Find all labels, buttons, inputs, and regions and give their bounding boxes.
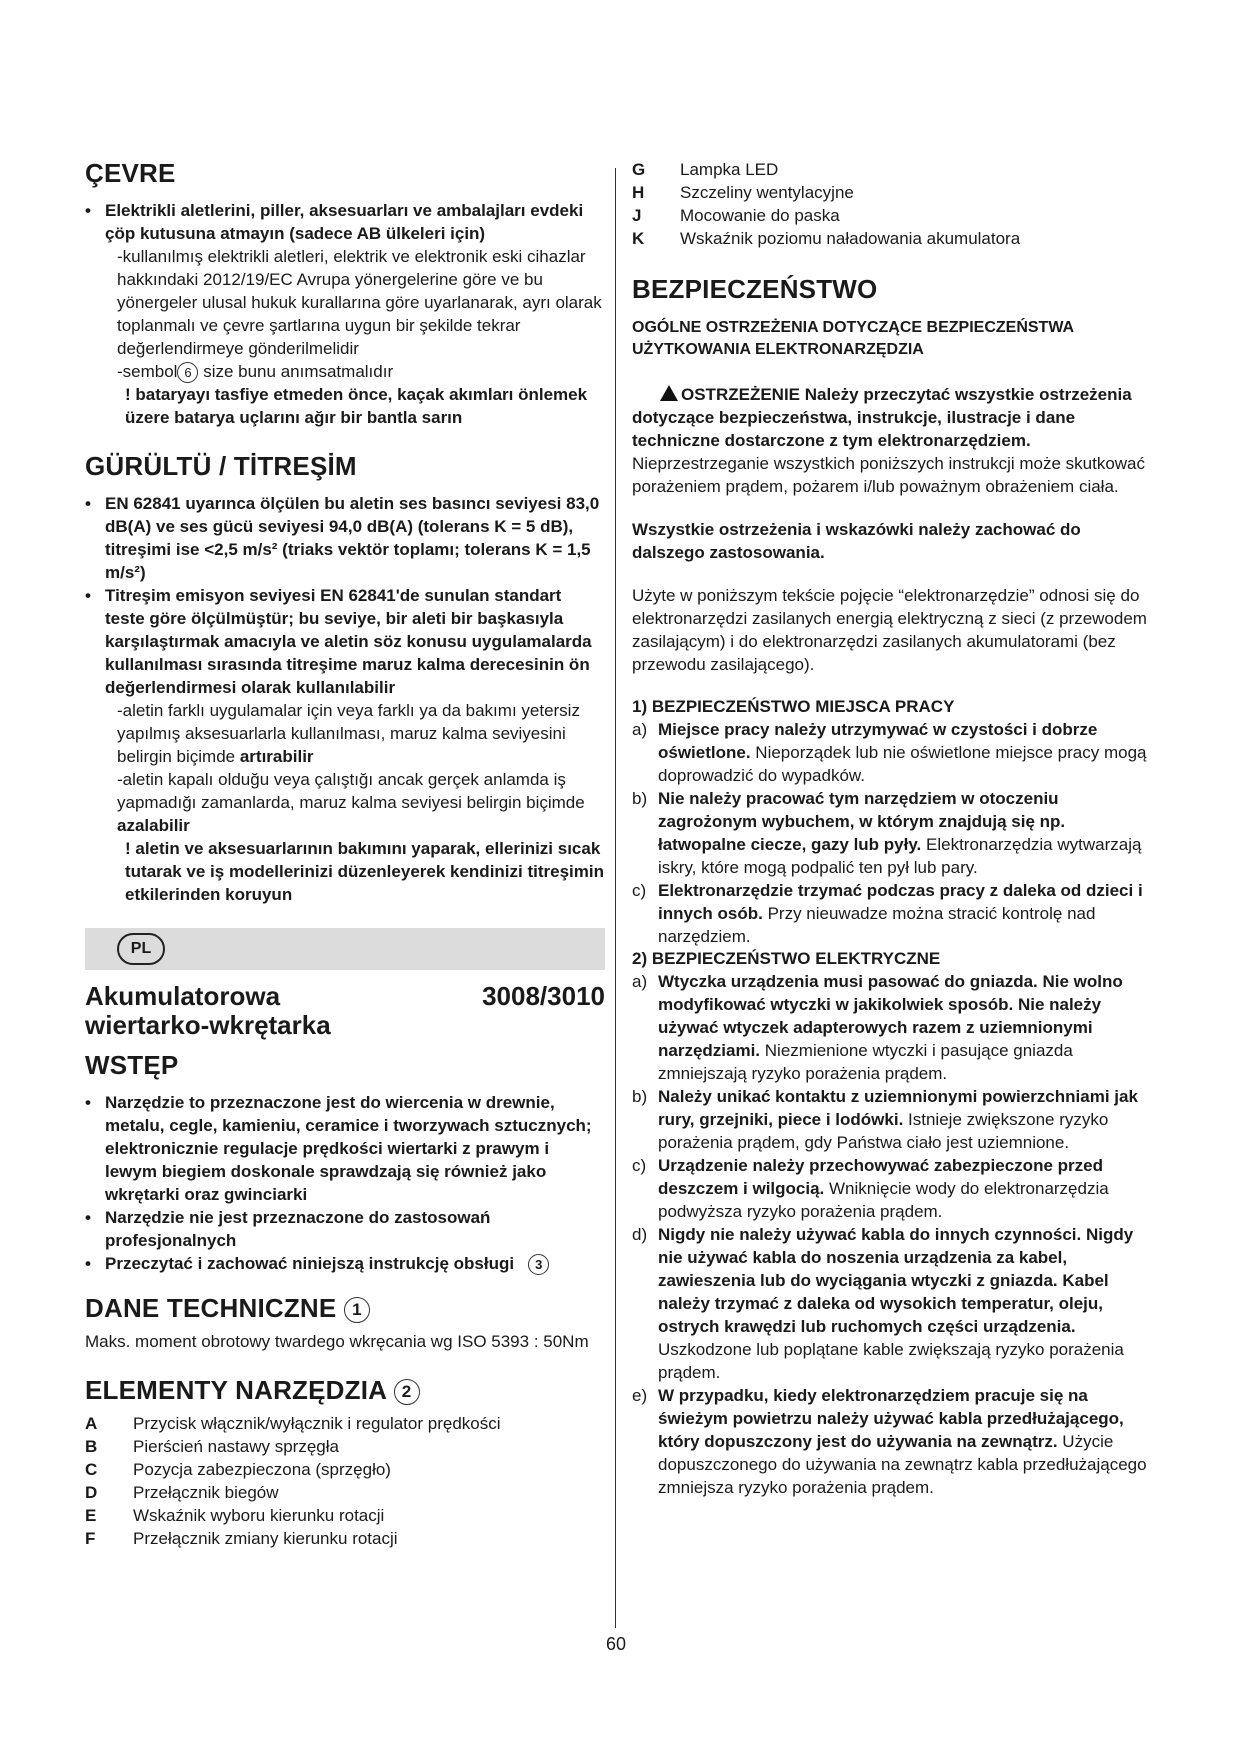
noise-heading: GÜRÜLTÜ / TİTREŞİM <box>85 451 357 482</box>
language-badge: PL <box>117 933 165 965</box>
item-text <box>658 718 1152 787</box>
dane-heading <box>85 1293 605 1324</box>
item-bold: Wtyczka urządzenia musi pasować do gniazda. Nie wolno modyfikować wtyczki w jakikolwiek sposób. Nie należy używać wtyczek adapterowych razem z uziemnionymi narzędziami. <box>658 972 1123 1060</box>
list-item <box>632 879 1152 948</box>
item-bold: Nigdy nie należy używać kabla do innych czynności. Nigdy nie używać kabla do noszenia urządzenia za kabel, zawieszenia lub do wyciągania wtyczki z gniazda. Kabel należy trzymać z daleka od wysokich temperatur, oleju, ostrych krawędzi lub ruchomych części urządzenia. <box>658 1225 1134 1336</box>
list-item <box>632 787 1152 879</box>
item-value: Pierścień nastawy sprzęgła <box>133 1437 339 1457</box>
wstep-list <box>85 1091 605 1275</box>
product-model: 3008/3010 <box>482 981 605 1012</box>
item-rest: Nieporządek lub nie oświetlone miejsce pracy mogą doprowadzić do wypadków. <box>658 743 1147 785</box>
wstep-b3-text: Przeczytać i zachować niniejszą instrukcję obsługi <box>105 1254 515 1274</box>
circled-number-icon: 2 <box>394 1379 420 1405</box>
list-item <box>632 227 1152 250</box>
list-item <box>632 1154 1152 1223</box>
cevre-note: ! bataryayı tasfiye etmeden önce, kaçak akımları önlemek üzere batarya uçlarını ağır bir bantla sarın <box>125 385 588 428</box>
list-item <box>85 1252 605 1275</box>
left-column <box>85 158 605 1550</box>
elementy-list-left <box>85 1412 605 1550</box>
noise-sub1 <box>85 699 605 768</box>
item-key: G <box>632 160 646 179</box>
item-marker: e) <box>632 1386 648 1405</box>
item-key: K <box>632 229 645 248</box>
item-key: B <box>85 1437 98 1457</box>
item-key: F <box>85 1529 96 1549</box>
item-key: A <box>85 1414 98 1434</box>
item-value: Przełącznik biegów <box>133 1483 279 1503</box>
elementy-heading <box>85 1375 605 1406</box>
column-divider <box>615 168 616 1628</box>
list-item <box>632 158 1152 181</box>
list-item <box>85 1527 605 1550</box>
cevre-sub1: -kullanılmış elektrikli aletleri, elektrik ve elektronik eski cihazlar hakkındaki 2012/19/EC Avrupa yönergelerine göre ve bu yönergeler ulusal hukuk kurallarına göre uyarlanarak, ayrı olarak toplanmalı ve çevre şartlarına uygun bir şekilde tekrar değerlendirmeye gönderilmelidir <box>117 247 602 358</box>
item-marker: b) <box>632 1087 648 1106</box>
item-key: E <box>85 1506 97 1526</box>
item-value: Wskaźnik wyboru kierunku rotacji <box>133 1506 385 1526</box>
list-item <box>632 181 1152 204</box>
noise-sub2-bold: azalabilir <box>117 816 190 836</box>
warning-bold: OSTRZEŻENIE Należy przeczytać wszystkie ostrzeżenia dotyczące bezpieczeństwa, instrukcje, ilustracje i dane techniczne dostarczone z tym elektronarzędziem. <box>632 385 1132 450</box>
item-rest: Użycie dopuszczonego do używania na zewnątrz kabla przedłużającego zmniejsza ryzyko porażenia prądem. <box>658 1432 1147 1497</box>
item-text <box>658 787 1152 879</box>
elementy-heading-text: ELEMENTY NARZĘDZIA <box>85 1375 387 1406</box>
cevre-heading: ÇEVRE <box>85 158 176 188</box>
item-key: H <box>632 183 645 202</box>
item-value: Przycisk włącznik/wyłącznik i regulator prędkości <box>133 1414 501 1434</box>
item-bold: Urządzenie należy przechowywać zabezpieczone przed deszczem i wilgocią. <box>658 1156 1103 1198</box>
item-marker: d) <box>632 1225 648 1244</box>
list-item <box>85 1504 605 1527</box>
dane-text: Maks. moment obrotowy twardego wkręcania wg ISO 5393 : 50Nm <box>85 1332 589 1352</box>
item-text <box>658 879 1152 948</box>
item-key: C <box>85 1460 98 1480</box>
item-key: J <box>632 206 642 225</box>
list-item <box>632 1384 1152 1499</box>
list-item <box>85 1412 605 1435</box>
wstep-heading: WSTĘP <box>85 1050 179 1081</box>
list-item <box>632 970 1152 1085</box>
list-item: • Titreşim emisyon seviyesi EN 62841'de sunulan standart teste göre ölçülmüştür; bu seviye, bir aleti bir başkasıyla karşılaştırmak amacıyla ve aletin söz konusu uygulamalarda kullanılması sırasında titreşime maruz kalma derecesinin ön değerlendirmesi olarak kullanılabilir <box>85 584 605 699</box>
noise-sub2 <box>85 768 605 837</box>
item-value: Przełącznik zmiany kierunku rotacji <box>133 1529 398 1549</box>
noise-sub2-text: -aletin kapalı olduğu veya çalıştığı ancak gerçek anlamda iş yapmadığı zamanlarda, maruz kalma seviyesi belirgin biçimde <box>117 770 585 813</box>
item-value: Wskaźnik poziomu naładowania akumulatora <box>680 229 1021 248</box>
cevre-sub2 <box>85 360 605 383</box>
item-rest: Uszkodzone lub poplątane kable zwiększają ryzyko porażenia prądem. <box>658 1340 1124 1382</box>
list-item <box>632 1223 1152 1384</box>
item-key: D <box>85 1483 98 1503</box>
product-title <box>85 982 605 1040</box>
cevre-bullet-bold: Elektrikli aletlerini, piller, aksesuarları ve ambalajları evdeki çöp kutusuna atmayın <box>105 201 584 243</box>
item-value: Szczeliny wentylacyjne <box>680 183 854 202</box>
item-value: Mocowanie do paska <box>680 206 840 225</box>
cevre-list <box>85 199 605 245</box>
item-value: Pozycja zabezpieczona (sprzęgło) <box>133 1460 391 1480</box>
section1-heading: 1) BEZPIECZEŃSTWO MIEJSCA PRACY <box>632 697 955 716</box>
term-paragraph: Użyte w poniższym tekście pojęcie “elektronarzędzie” odnosi się do elektronarzędzi zasilanych energią elektryczną z sieci (z przewodem zasilającym) i do elektronarzędzi zasilanych akumulatorami (bez przewodu zasilającego). <box>632 586 1147 674</box>
noise-sub1-bold: artırabilir <box>239 747 314 767</box>
list-item <box>632 1085 1152 1154</box>
item-bold: W przypadku, kiedy elektronarzędziem pracuje się na świeżym powietrzu należy używać kabla przedłużającego, który dopuszczony jest do używania na zewnątrz. <box>658 1386 1124 1451</box>
list-item <box>632 204 1152 227</box>
list-item: • EN 62841 uyarınca ölçülen bu aletin ses basıncı seviyesi 83,0 dB(A) ve ses gücü seviyesi 94,0 dB(A) (tolerans K = 5 dB), titreşimi ise <2,5 m/s² (triaks vektör toplamı; tolerans K = 1,5 m/s²) <box>85 492 605 584</box>
item-text <box>658 1223 1152 1384</box>
list-item <box>632 718 1152 787</box>
noise-list <box>85 492 605 699</box>
product-name: Akumulatorowa wiertarko-wkrętarka <box>85 981 331 1041</box>
keep-paragraph: Wszystkie ostrzeżenia i wskazówki należy zachować do dalszego zastosowania. <box>632 520 1081 562</box>
item-text <box>658 970 1152 1085</box>
noise-note: ! aletin ve aksesuarlarının bakımını yaparak, ellerinizi sıcak tutarak ve iş modellerinizi düzenleyerek kendinizi titreşimin etkilerinden koruyun <box>125 839 604 905</box>
page-number: 60 <box>606 1634 627 1654</box>
item-value: Lampka LED <box>680 160 779 179</box>
list-item <box>85 1458 605 1481</box>
item-marker: c) <box>632 881 647 900</box>
bezp-subheading: OGÓLNE OSTRZEŻENIA DOTYCZĄCE BEZPIECZEŃSTWA UŻYTKOWANIA ELEKTRONARZĘDZIA <box>632 319 1074 358</box>
cevre-bullet-rest: (sadece AB ülkeleri için) <box>284 224 486 243</box>
item-bold: Miejsce pracy należy utrzymywać w czystości i dobrze oświetlone. <box>658 720 1098 762</box>
item-bold: Należy unikać kontaktu z uziemnionymi powierzchniami jak rury, grzejniki, piece i lodówki. <box>658 1087 1138 1129</box>
right-column <box>632 158 1152 1499</box>
item-bold: Nie należy pracować tym narzędziem w otoczeniu zagrożonym wybuchem, w którym znajdują się np. łatwopalne ciecze, gazy lub pyły. <box>658 789 1066 854</box>
item-text <box>658 1085 1152 1154</box>
list-item <box>85 199 605 245</box>
item-rest: Przy nieuwadze można stracić kontrolę nad narzędziem. <box>658 904 1096 946</box>
section2-list <box>632 970 1152 1499</box>
item-text <box>658 1154 1152 1223</box>
list-item <box>85 1481 605 1504</box>
list-item: • Narzędzie to przeznaczone jest do wiercenia w drewnie, metalu, cegle, kamieniu, ceramice i tworzywach sztucznych; elektronicznie regulacje prędkości wiertarki z prawym i lewym biegiem doskonale sprawdzają się również jako wkrętarki oraz gwinciarki <box>85 1091 605 1206</box>
circled-number-icon: 1 <box>344 1297 370 1323</box>
item-rest: Niezmienione wtyczki i pasujące gniazda zmniejszają ryzyko porażenia prądem. <box>658 1041 1073 1083</box>
cevre-sub2-pre: -sembol <box>117 362 178 381</box>
warning-paragraph <box>632 383 1152 498</box>
circled-number-icon: 6 <box>177 362 198 383</box>
circled-number-icon: 3 <box>528 1254 549 1275</box>
item-marker: a) <box>632 972 648 991</box>
warning-rest: Nieprzestrzeganie wszystkich poniższych instrukcji może skutkować porażeniem prądem, pożarem i/lub poważnym obrażeniem ciała. <box>632 454 1146 496</box>
item-rest: Wniknięcie wody do elektronarzędzia podwyższa ryzyko porażenia prądem. <box>658 1179 1109 1221</box>
noise-sub1-text: -aletin farklı uygulamalar için veya farklı ya da bakımı yetersiz yapılmış aksesuarlarla kullanılması, maruz kalma seviyesini belirgin biçimde <box>117 701 580 767</box>
item-text <box>658 1384 1152 1499</box>
cevre-sub2-post: size bunu anımsatmalıdır <box>198 362 394 381</box>
item-marker: c) <box>632 1156 647 1175</box>
bezp-heading: BEZPIECZEŃSTWO <box>632 274 878 304</box>
elementy-list-right <box>632 158 1152 250</box>
item-marker: a) <box>632 720 648 739</box>
section2-heading: 2) BEZPIECZEŃSTWO ELEKTRYCZNE <box>632 949 941 968</box>
list-item: • Narzędzie nie jest przeznaczone do zastosowań profesjonalnych <box>85 1206 605 1252</box>
list-item <box>85 1435 605 1458</box>
item-marker: b) <box>632 789 648 808</box>
item-bold: Elektronarzędzie trzymać podczas pracy z daleka od dzieci i innych osób. <box>658 881 1143 923</box>
item-rest: Elektronarzędzia wytwarzają iskry, które mogą podpalić ten pył lub pary. <box>658 835 1142 877</box>
language-bar <box>85 928 605 970</box>
section1-list <box>632 718 1152 948</box>
dane-heading-text: DANE TECHNICZNE <box>85 1293 337 1324</box>
warning-icon <box>660 385 678 401</box>
item-rest: Istnieje zwiększone ryzyko porażenia prądem, gdy Państwa ciało jest uziemnione. <box>658 1110 1109 1152</box>
